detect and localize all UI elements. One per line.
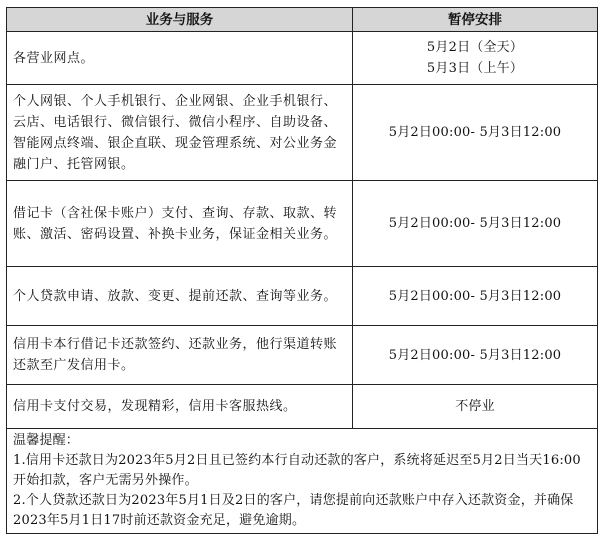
table-row bbox=[7, 385, 598, 429]
service-cell: 各营业网点。 bbox=[7, 32, 353, 85]
tips-cell bbox=[7, 429, 598, 534]
tips-item: 2.个人贷款还款日为2023年5月1日及2日的客户，请您提前向还款账户中存入还款资金，并确保2023年5月1日17时前还款资金充足，避免逾期。 bbox=[13, 493, 574, 528]
schedule-cell: 5月2日00:00- 5月3日12:00 bbox=[353, 267, 598, 326]
suspension-schedule-table bbox=[6, 7, 598, 534]
tips-item: 1.信用卡还款日为2023年5月2日且已签约本行自动还款的客户，系统将延迟至5月2日当天16:00开始扣款，客户无需另外操作。 bbox=[13, 453, 581, 488]
service-cell: 信用卡本行借记卡还款签约、还款业务，他行渠道转账还款至广发信用卡。 bbox=[7, 326, 353, 385]
tips-title: 温馨提醒： bbox=[13, 433, 80, 448]
service-cell: 信用卡支付交易，发现精彩，信用卡客服热线。 bbox=[7, 385, 353, 429]
schedule-cell: 5月2日00:00- 5月3日12:00 bbox=[353, 326, 598, 385]
schedule-cell: 不停业 bbox=[353, 385, 598, 429]
service-cell: 个人贷款申请、放款、变更、提前还款、查询等业务。 bbox=[7, 267, 353, 326]
schedule-line: 5月2日（全天） bbox=[426, 40, 524, 55]
header-schedule: 暂停安排 bbox=[353, 8, 598, 32]
table-row bbox=[7, 181, 598, 267]
table-row bbox=[7, 85, 598, 181]
header-row bbox=[7, 8, 598, 32]
schedule-line: 5月3日（上午） bbox=[426, 61, 524, 76]
service-cell: 个人网银、个人手机银行、企业网银、企业手机银行、云店、电话银行、微信银行、微信小程序、自助设备、智能网点终端、银企直联、现金管理系统、对公业务金融门户、托管网银。 bbox=[7, 85, 353, 181]
schedule-cell: 5月2日00:00- 5月3日12:00 bbox=[353, 181, 598, 267]
tips-row bbox=[7, 429, 598, 534]
schedule-cell: 5月2日00:00- 5月3日12:00 bbox=[353, 85, 598, 181]
header-service: 业务与服务 bbox=[7, 8, 353, 32]
table-row bbox=[7, 32, 598, 85]
schedule-cell bbox=[353, 32, 598, 85]
table-row bbox=[7, 326, 598, 385]
table-row bbox=[7, 267, 598, 326]
service-cell: 借记卡（含社保卡账户）支付、查询、存款、取款、转账、激活、密码设置、补换卡业务，保证金相关业务。 bbox=[7, 181, 353, 267]
